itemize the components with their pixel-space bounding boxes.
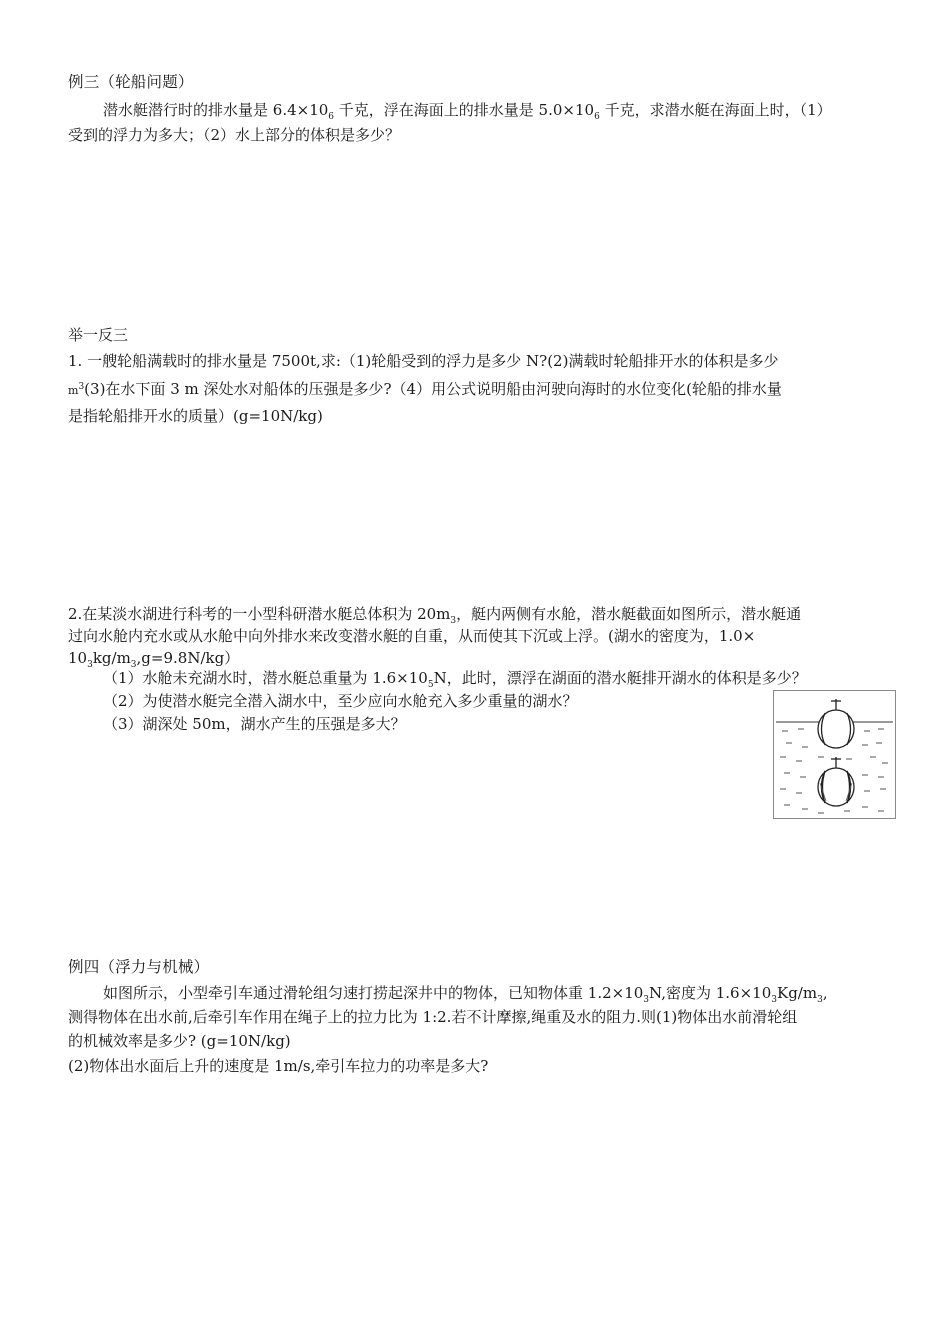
- example4-line4: (2)物体出水面后上升的速度是 1m/s,牵引车拉力的功率是多大?: [68, 1057, 489, 1075]
- submarine-diagram: [774, 691, 895, 818]
- practice-q2-line3: $10_3kg/m_3,g=9.8N/kg$）: [68, 649, 240, 670]
- example4-line1: 如图所示，小型牵引车通过滑轮组匀速打捞起深井中的物体，已知物体重 $1.2\times 10_3N$,密度为 $1.6\times 10_3Kg/m_3$,: [103, 984, 828, 1005]
- example4-line2: 测得物体在出水前,后牵引车作用在绳子上的拉力比为 1:2.若不计摩擦,绳重及水的阻力.则(1)物体出水前滑轮组: [68, 1008, 798, 1026]
- practice-q2-line1: 2.在某淡水湖进行科考的一小型科研潜水艇总体积为 $20m_3$，艇内两侧有水舱，潜水艇截面如图所示，潜水艇通: [68, 605, 802, 626]
- submerged-submarine: [818, 757, 854, 806]
- floating-submarine: [818, 699, 854, 748]
- practice-q2-sub3: （3）湖深处 50m，湖水产生的压强是多大？: [103, 715, 406, 733]
- practice-title: 举一反三: [68, 326, 129, 344]
- example3-line2: 受到的浮力为多大；（2）水上部分的体积是多少？: [68, 126, 401, 144]
- practice-q2-sub1: （1）水舱未充湖水时，潜水艇总重量为 $1.6\times 10_5N$，此时，漂浮在湖面的潜水艇排开湖水的体积是多少？: [103, 669, 807, 690]
- example4-line3: 的机械效率是多少? (g=10N/kg): [68, 1032, 291, 1050]
- example4-title: 例四（浮力与机械）: [68, 958, 210, 976]
- example3-title: 例三（轮船问题）: [68, 73, 194, 91]
- practice-q1-line3: 是指轮船排开水的质量）(g=10N/kg): [68, 407, 323, 425]
- example3-line1: 潜水艇潜行时的排水量是 $6.4\times 10_6$ 千克，浮在海面上的排水量是 $5.0\times 10_6$ 千克，求潜水艇在海面上时，（1）: [103, 101, 832, 122]
- submarine-figure: [773, 690, 896, 819]
- practice-q2-sub2: （2）为使潜水艇完全潜入湖水中，至少应向水舱充入多少重量的湖水？: [103, 692, 578, 710]
- practice-q2-line2: 过向水舱内充水或从水舱中向外排水来改变潜水艇的自重，从而使其下沉或上浮。(湖水的密度为，1.0×: [68, 627, 756, 645]
- practice-q1-line2: $m^3(3)$在水下面 3 m 深处水对船体的压强是多少?（4）用公式说明船由河驶向海时的水位变化(轮船的排水量: [68, 380, 782, 398]
- practice-q1-line1: 1. 一艘轮船满载时的排水量是 7500t,求:（1)轮船受到的浮力是多少 N?(2)满载时轮船排开水的体积是多少: [68, 352, 779, 370]
